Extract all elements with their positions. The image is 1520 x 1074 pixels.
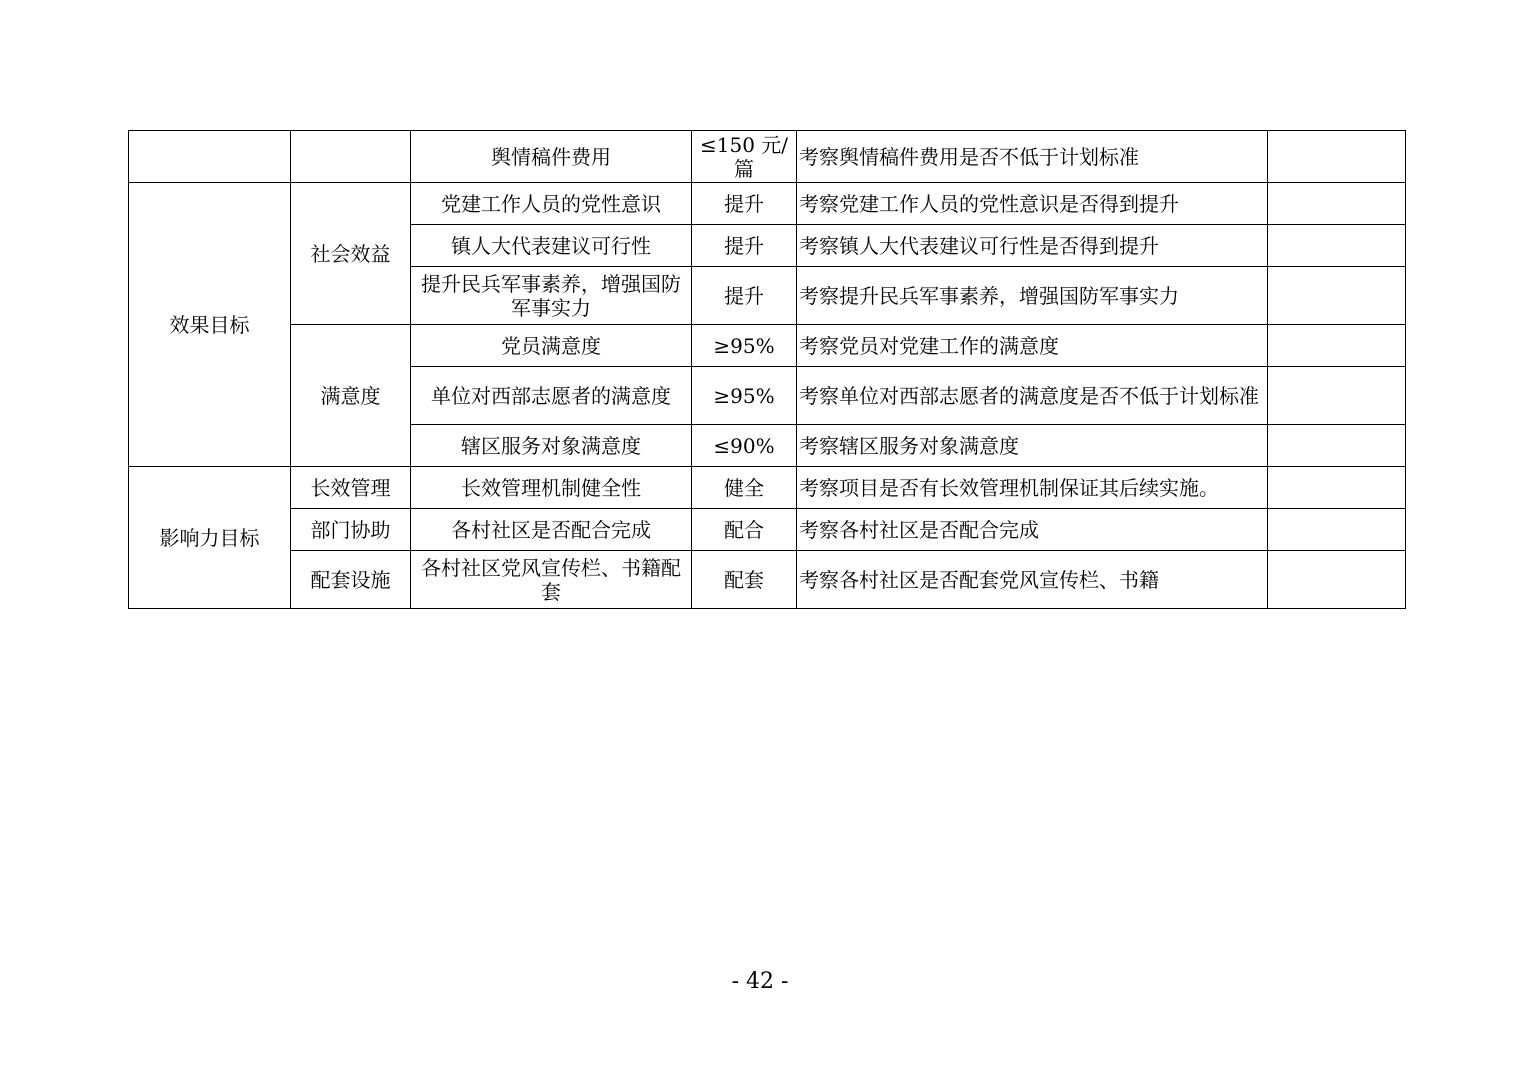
value-cell: 提升	[692, 183, 797, 225]
value-cell: 提升	[692, 267, 797, 325]
value-cell: ≥95%	[692, 367, 797, 425]
table-row	[129, 467, 1406, 509]
note-cell	[1268, 325, 1406, 367]
note-cell	[1268, 509, 1406, 551]
note-cell	[1268, 425, 1406, 467]
table-row	[129, 131, 1406, 183]
description-cell: 考察党建工作人员的党性意识是否得到提升	[797, 183, 1268, 225]
indicator-cell: 单位对西部志愿者的满意度	[411, 367, 692, 425]
note-cell	[1268, 367, 1406, 425]
table-row	[129, 551, 1406, 609]
note-cell	[1268, 183, 1406, 225]
subcategory-social-benefit: 社会效益	[291, 183, 411, 325]
value-cell: 配合	[692, 509, 797, 551]
note-cell	[1268, 225, 1406, 267]
indicator-cell: 党员满意度	[411, 325, 692, 367]
empty-cell	[129, 131, 291, 183]
description-cell: 考察各村社区是否配合完成	[797, 509, 1268, 551]
note-cell	[1268, 467, 1406, 509]
description-cell: 考察舆情稿件费用是否不低于计划标准	[797, 131, 1268, 183]
description-cell: 考察党员对党建工作的满意度	[797, 325, 1268, 367]
description-cell: 考察单位对西部志愿者的满意度是否不低于计划标准	[797, 367, 1268, 425]
value-cell: 配套	[692, 551, 797, 609]
indicator-cell: 辖区服务对象满意度	[411, 425, 692, 467]
table-row	[129, 509, 1406, 551]
empty-cell	[291, 131, 411, 183]
description-cell: 考察提升民兵军事素养，增强国防军事实力	[797, 267, 1268, 325]
note-cell	[1268, 551, 1406, 609]
subcategory-cell: 长效管理	[291, 467, 411, 509]
description-cell: 考察各村社区是否配套党风宣传栏、书籍	[797, 551, 1268, 609]
description-cell: 考察镇人大代表建议可行性是否得到提升	[797, 225, 1268, 267]
subcategory-cell: 配套设施	[291, 551, 411, 609]
note-cell	[1268, 131, 1406, 183]
indicator-cell: 各村社区党风宣传栏、书籍配套	[411, 551, 692, 609]
value-cell: ≥95%	[692, 325, 797, 367]
note-cell	[1268, 267, 1406, 325]
description-cell: 考察辖区服务对象满意度	[797, 425, 1268, 467]
value-cell: 健全	[692, 467, 797, 509]
subcategory-satisfaction: 满意度	[291, 325, 411, 467]
value-cell: ≤90%	[692, 425, 797, 467]
category-impact-target: 影响力目标	[129, 467, 291, 609]
page-number: - 42 -	[731, 969, 789, 994]
indicator-cell: 提升民兵军事素养，增强国防军事实力	[411, 267, 692, 325]
table-row	[129, 325, 1406, 367]
performance-target-table	[128, 130, 1406, 609]
table-row	[129, 183, 1406, 225]
indicator-cell: 舆情稿件费用	[411, 131, 692, 183]
indicator-cell: 镇人大代表建议可行性	[411, 225, 692, 267]
indicator-cell: 各村社区是否配合完成	[411, 509, 692, 551]
subcategory-cell: 部门协助	[291, 509, 411, 551]
value-cell: ≤150 元/篇	[692, 131, 797, 183]
value-cell: 提升	[692, 225, 797, 267]
indicator-cell: 长效管理机制健全性	[411, 467, 692, 509]
description-cell: 考察项目是否有长效管理机制保证其后续实施。	[797, 467, 1268, 509]
category-effect-target: 效果目标	[129, 183, 291, 467]
indicator-cell: 党建工作人员的党性意识	[411, 183, 692, 225]
